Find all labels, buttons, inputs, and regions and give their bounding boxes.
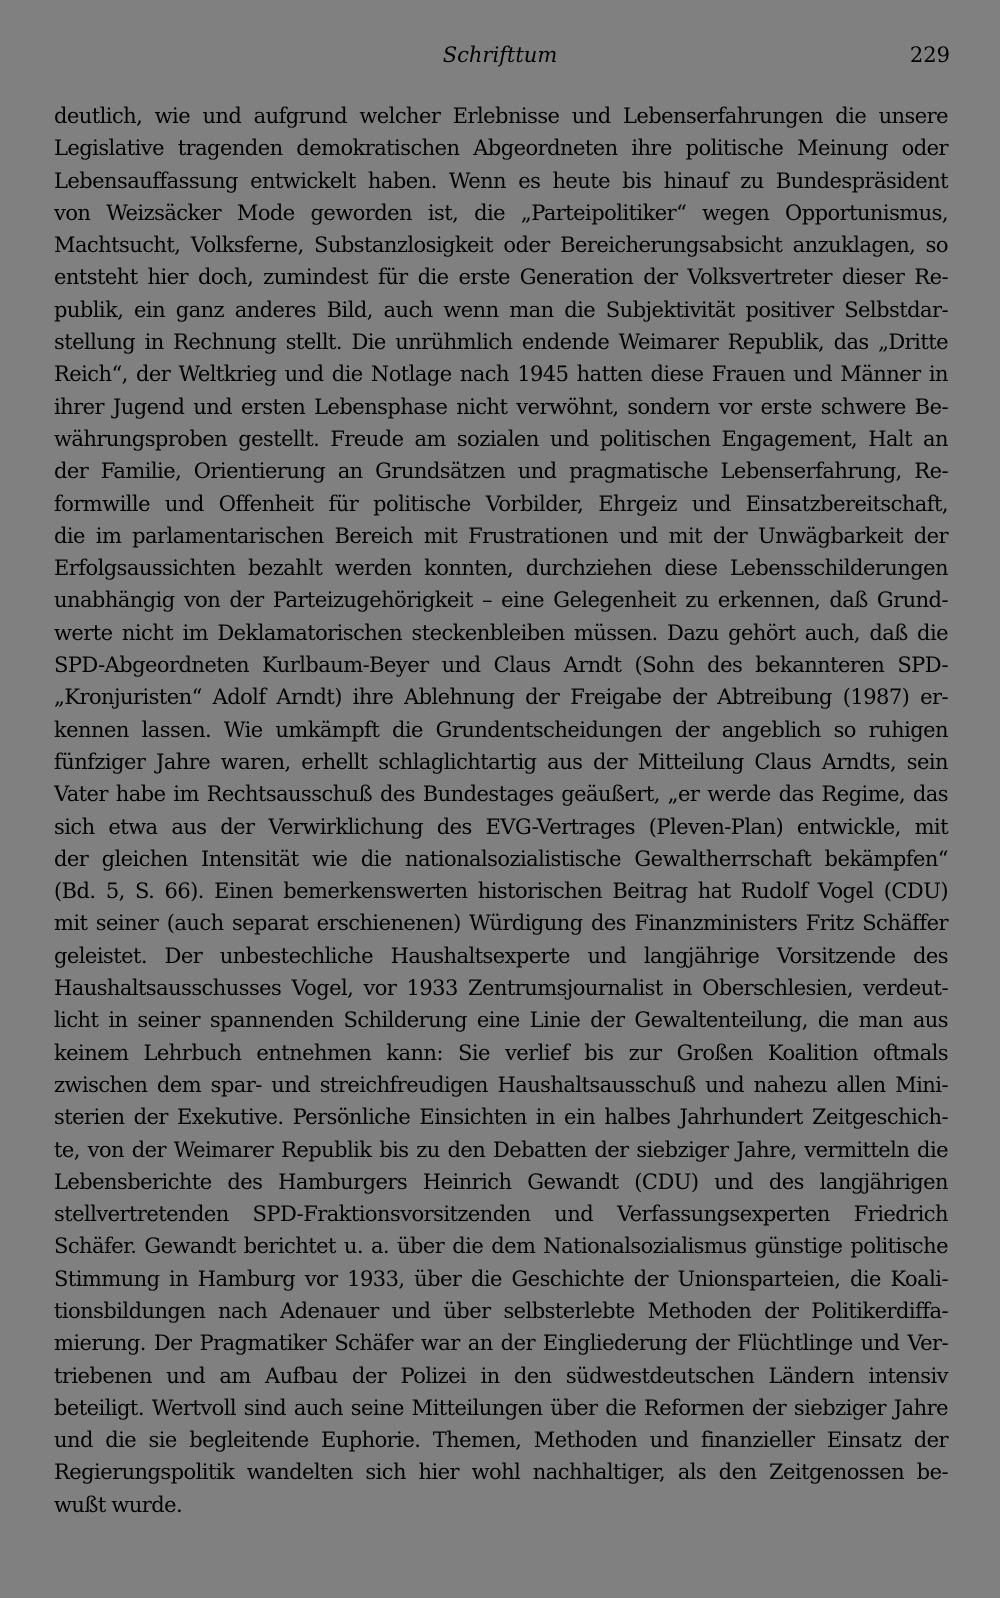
text-line: SPD-Abgeordneten Kurlbaum-Beyer und Claus Arndt (Sohn des bekannteren SPD- [54,653,948,678]
text-line: sich etwa aus der Verwirklichung des EVG-Vertrages (Pleven-Plan) entwickle, mit [54,814,948,839]
text-line: Reich“, der Weltkrieg und die Notlage nach 1945 hatten diese Frauen und Männer in [54,362,948,387]
text-line: publik, ein ganz anderes Bild, auch wenn man die Subjektivität positiver Selbstdar- [54,297,948,322]
text-line: Regierungspolitik wandelten sich hier wohl nachhaltiger, als den Zeitgenossen be- [54,1460,948,1485]
text-line: tionsbildungen nach Adenauer und über selbsterlebte Methoden der Politikerdiffa- [54,1298,948,1323]
text-line: triebenen und am Aufbau der Polizei in den südwestdeutschen Ländern intensiv [54,1363,948,1388]
text-line: mierung. Der Pragmatiker Schäfer war an der Eingliederung der Flüchtlinge und Ver- [54,1331,948,1356]
text-line: der Familie, Orientierung an Grundsätzen und pragmatische Lebenserfahrung, Re- [54,459,948,484]
text-line: Lebensauffassung entwickelt haben. Wenn es heute bis hinauf zu Bundespräsident [54,168,948,193]
text-line: der gleichen Intensität wie die nationalsozialistische Gewaltherrschaft bekämpfen“ [54,846,948,871]
page-number: 229 [909,43,950,67]
text-line: Schäfer. Gewandt berichtet u. a. über die dem Nationalsozialismus günstige politische [54,1234,948,1259]
text-line: ihrer Jugend und ersten Lebensphase nicht verwöhnt, sondern vor erste schwere Be- [54,394,948,419]
text-line: Machtsucht, Volksferne, Substanzlosigkeit oder Bereicherungsabsicht anzuklagen, so [54,233,948,258]
text-line: Legislative tragenden demokratischen Abgeordneten ihre politische Meinung oder [54,136,948,161]
text-line: die im parlamentarischen Bereich mit Frustrationen und mit der Unwägbarkeit der [54,523,948,548]
text-line: „Kronjuristen“ Adolf Arndt) ihre Ablehnung der Freigabe der Abtreibung (1987) er- [54,685,948,710]
text-line: te, von der Weimarer Republik bis zu den Debatten der siebziger Jahre, vermitteln die [54,1137,948,1162]
text-line: werte nicht im Deklamatorischen steckenbleiben müssen. Dazu gehört auch, daß die [54,620,948,645]
text-line: zwischen dem spar- und streichfreudigen Haushaltsausschuß und nahezu allen Mini- [54,1072,948,1097]
text-line: licht in seiner spannenden Schilderung eine Linie der Gewaltenteilung, die man aus [54,1008,948,1033]
running-title: Schrifttum [442,43,558,67]
text-line: unabhängig von der Parteizugehörigkeit – eine Gelegenheit zu erkennen, daß Grund- [54,588,948,613]
text-line: keinem Lehrbuch entnehmen kann: Sie verlief bis zur Großen Koalition oftmals [54,1040,948,1065]
text-line: wußt wurde. [54,1492,183,1517]
text-line: Erfolgsaussichten bezahlt werden konnten, durchziehen diese Lebensschilderungen [54,556,948,581]
text-line: formwille und Offenheit für politische Vorbilder, Ehrgeiz und Einsatzbereitschaft, [54,491,948,516]
text-line: geleistet. Der unbestechliche Haushaltsexperte und langjährige Vorsitzende des [54,943,948,968]
text-line: und die sie begleitende Euphorie. Themen, Methoden und finanzieller Einsatz der [54,1428,948,1453]
running-head [0,38,1000,72]
body-paragraph [54,100,948,1521]
text-line: stellung in Rechnung stellt. Die unrühmlich endende Weimarer Republik, das „Dritte [54,330,948,355]
text-line: beteiligt. Wertvoll sind auch seine Mitteilungen über die Reformen der siebziger Jahre [54,1395,948,1420]
text-line: entsteht hier doch, zumindest für die erste Generation der Volksvertreter dieser Re- [54,265,948,290]
text-line: deutlich, wie und aufgrund welcher Erlebnisse und Lebenserfahrungen die unsere [54,104,948,128]
text-line: stellvertretenden SPD-Fraktionsvorsitzenden und Verfassungsexperten Friedrich [54,1202,948,1227]
text-line: währungsproben gestellt. Freude am sozialen und politischen Engagement, Halt an [54,426,948,451]
text-line: Haushaltsausschusses Vogel, vor 1933 Zentrumsjournalist in Oberschlesien, verdeut- [54,976,948,1001]
text-line: Stimmung in Hamburg vor 1933, über die Geschichte der Unionsparteien, die Koali- [54,1266,948,1291]
text-line: Lebensberichte des Hamburgers Heinrich Gewandt (CDU) und des langjährigen [54,1169,948,1194]
text-line: kennen lassen. Wie umkämpft die Grundentscheidungen der angeblich so ruhigen [54,717,948,742]
text-line: von Weizsäcker Mode geworden ist, die „Parteipolitiker“ wegen Opportunismus, [54,200,948,225]
text-line: mit seiner (auch separat erschienenen) Würdigung des Finanzministers Fritz Schäffer [54,911,948,936]
text-line: (Bd. 5, S. 66). Einen bemerkenswerten historischen Beitrag hat Rudolf Vogel (CDU) [54,879,948,904]
text-line: fünfziger Jahre waren, erhellt schlaglichtartig aus der Mitteilung Claus Arndts, sein [54,749,948,774]
text-line: Vater habe im Rechtsausschuß des Bundestages geäußert, „er werde das Regime, das [54,782,948,807]
text-line: sterien der Exekutive. Persönliche Einsichten in ein halbes Jahrhundert Zeitgeschich- [54,1105,948,1130]
